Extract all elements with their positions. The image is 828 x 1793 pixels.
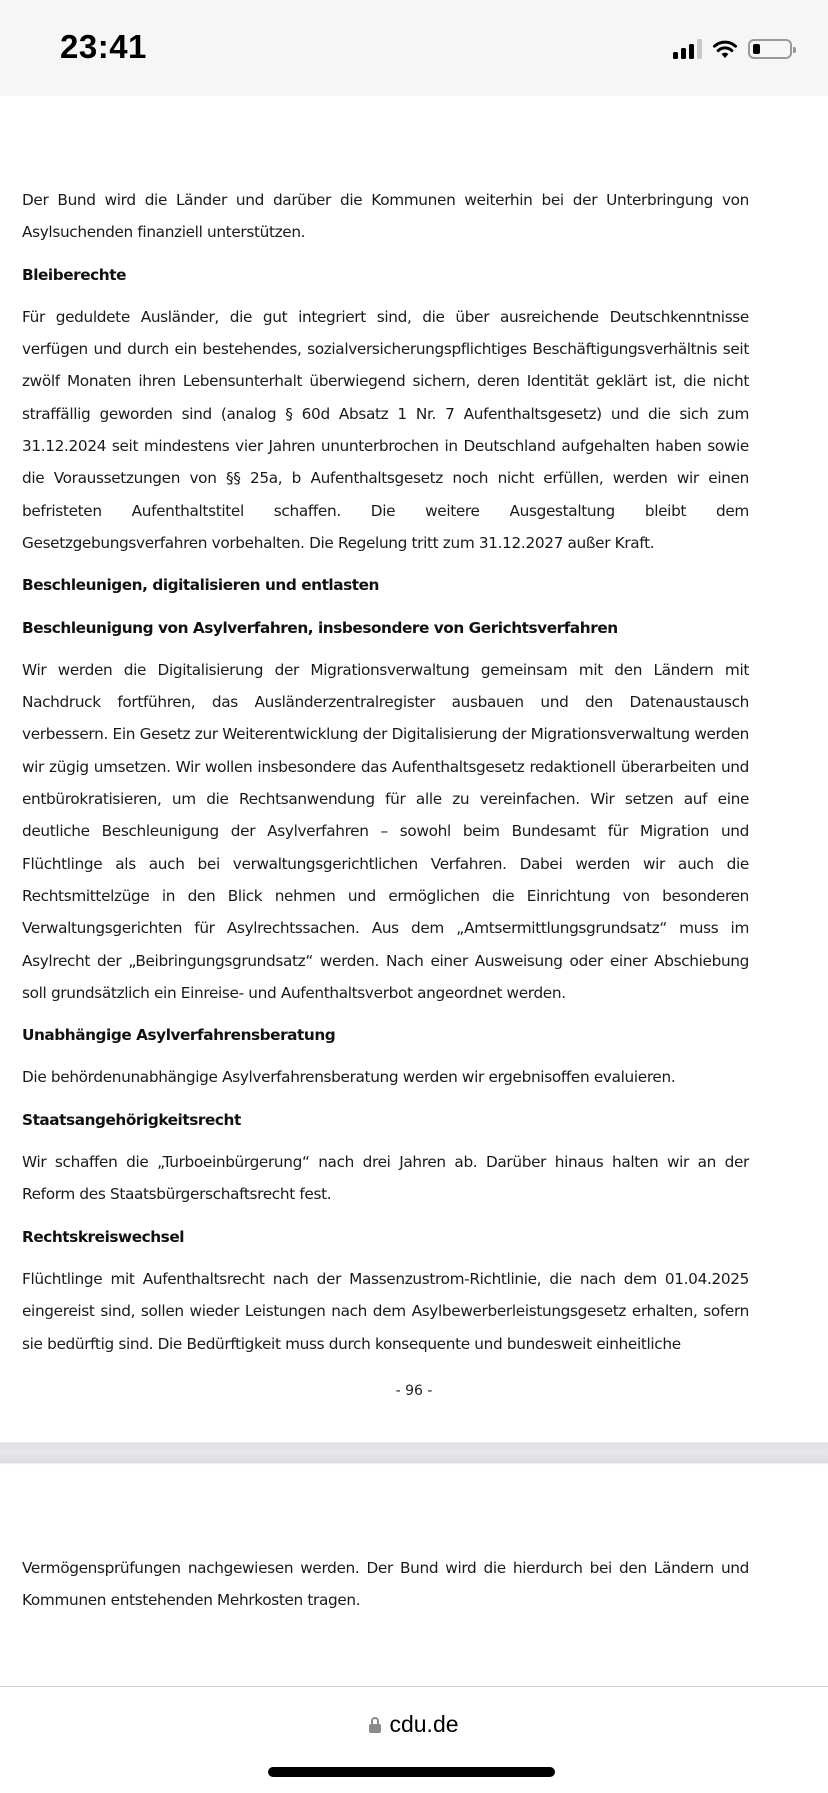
document-page-97 [0, 1466, 828, 1686]
block-spacer [22, 1094, 749, 1104]
block-spacer [22, 291, 749, 301]
section-heading: Rechtskreiswechsel [22, 1227, 185, 1246]
block-spacer [22, 559, 749, 569]
page-content [22, 1552, 749, 1617]
section-heading: Staatsangehörigkeitsrecht [22, 1110, 241, 1129]
section-heading: Unabhängige Asylverfahrensberatung [22, 1026, 336, 1045]
paragraph: Die behördenunabhängige Asylverfahrensberatung werden wir ergebnisoffen evaluieren. [22, 1068, 676, 1087]
block-spacer [22, 1136, 749, 1146]
status-time: 23:41 [60, 28, 147, 65]
paragraph: Wir werden die Digitalisierung der Migrationsverwaltung gemeinsam mit den Ländern mit Nachdruck fortführen, das Ausländerzentralregister ausbauen und den Datenaustausch verbessern. Ein Gesetz zur Weiterentwicklung der Digitalisierung der Migrationsverwaltung werden wir zügig umsetzen. Wir wollen insbesondere das Aufenthaltsgesetz redaktionell überarbeiten und entbürokratisieren, um die Rechtsanwendung für alle zu vereinfachen. Wir setzen auf eine deutliche Beschleunigung der Asylverfahren – sowohl beim Bundesamt für Migration und Flüchtlinge als auch bei verwaltungsgerichtlichen Verfahren. Dabei werden wir auch die Rechtsmittelzüge in den Blick nehmen und ermöglichen die Einrichtung von besonderen Verwaltungsgerichten für Asylrechtssachen. Aus dem „Amtsermittlungsgrundsatz“ muss im Asylrecht der „Beibringungsgrundsatz“ werden. Nach einer Ausweisung oder einer Abschiebung soll grundsätzlich ein Einreise- und Aufenthaltsverbot angeordnet werden. [22, 660, 749, 1002]
section-heading: Beschleunigen, digitalisieren und entlasten [22, 576, 379, 595]
battery-nub [793, 47, 796, 53]
section-heading: Bleiberechte [22, 265, 127, 284]
status-icons [673, 37, 792, 61]
signal-bar [689, 44, 694, 59]
signal-bar [697, 39, 702, 59]
signal-bar [681, 48, 686, 59]
page-content [22, 184, 749, 1360]
cellular-signal-icon [673, 39, 702, 59]
signal-bar [673, 52, 678, 59]
block-spacer [22, 249, 749, 259]
block-spacer [22, 644, 749, 654]
block-spacer [22, 602, 749, 612]
url-display[interactable] [0, 1711, 828, 1738]
browser-address-bar[interactable] [0, 1686, 828, 1793]
url-text: cdu.de [389, 1711, 459, 1737]
battery-icon [748, 39, 792, 59]
section-heading: Beschleunigung von Asylverfahren, insbesondere von Gerichtsverfahren [22, 618, 618, 637]
battery-fill [753, 44, 760, 54]
status-bar [0, 0, 828, 96]
block-spacer [22, 1051, 749, 1061]
block-spacer [22, 1211, 749, 1221]
paragraph: Für geduldete Ausländer, die gut integriert sind, die über ausreichende Deutschkenntnisse verfügen und durch ein bestehendes, sozialversicherungspflichtiges Beschäftigungsverhältnis seit zwölf Monaten ihren Lebensunterhalt überwiegend sichern, deren Identität geklärt ist, die nicht straffällig geworden sind (analog § 60d Absatz 1 Nr. 7 Aufenthaltsgesetz) und die sich zum 31.12.2024 seit mindestens vier Jahren ununterbrochen in Deutschland aufgehalten haben sowie die Voraussetzungen von §§ 25a, b Aufenthaltsgesetz noch nicht erfüllen, werden wir einen befristeten Aufenthaltstitel schaffen. Die weitere Ausgestaltung bleibt dem Gesetzgebungsverfahren vorbehalten. Die Regelung tritt zum 31.12.2027 außer Kraft. [22, 307, 749, 552]
paragraph: Flüchtlinge mit Aufenthaltsrecht nach der Massenzustrom-Richtlinie, die nach dem 01.04.2025 eingereist sind, sollen wieder Leistungen nach dem Asylbewerberleistungsgesetz erhalten, sofern sie bedürftig sind. Die Bedürftigkeit muss durch konsequente und bundesweit einheitliche [22, 1269, 749, 1353]
page-number: - 96 - [395, 1383, 433, 1399]
wifi-icon [712, 39, 738, 59]
home-indicator[interactable] [268, 1767, 555, 1777]
paragraph: Wir schaffen die „Turboeinbürgerung“ nach drei Jahren ab. Darüber hinaus halten wir an der Reform des Staatsbürgerschaftsrecht fest. [22, 1153, 749, 1204]
document-page-96 [0, 96, 828, 1440]
block-spacer [22, 1009, 749, 1019]
paragraph: Vermögensprüfungen nachgewiesen werden. Der Bund wird die hierdurch bei den Ländern und Kommunen entstehenden Mehrkosten tragen. [22, 1559, 749, 1610]
block-spacer [22, 1253, 749, 1263]
lock-icon [369, 1717, 381, 1733]
page-separator [0, 1442, 828, 1464]
paragraph: Der Bund wird die Länder und darüber die Kommunen weiterhin bei der Unterbringung von Asylsuchenden finanziell unterstützen. [22, 191, 749, 242]
